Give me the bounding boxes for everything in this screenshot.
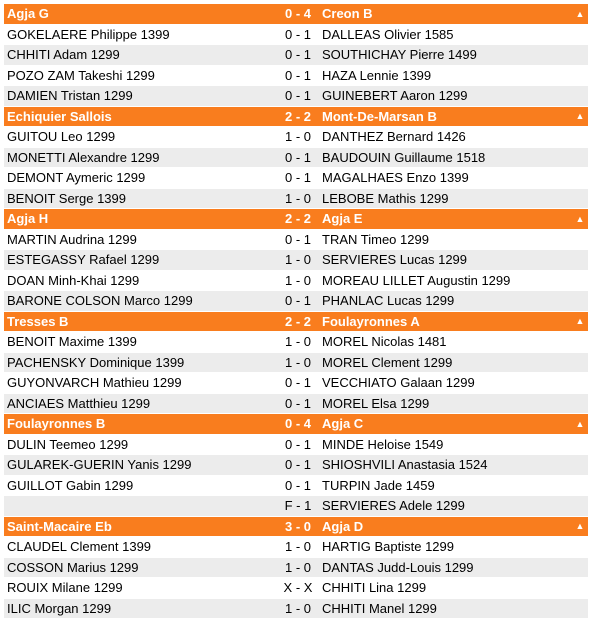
match-score: 2 - 2	[277, 314, 319, 329]
home-team[interactable]: Saint-Macaire Eb	[4, 519, 277, 534]
match-header[interactable]	[4, 312, 588, 333]
collapse-toggle-icon[interactable]: ▲	[572, 214, 588, 224]
white-player: POZO ZAM Takeshi 1299	[4, 68, 277, 83]
game-row	[4, 271, 588, 292]
game-result: 0 - 1	[277, 457, 319, 472]
game-result: 1 - 0	[277, 539, 319, 554]
match-score: 0 - 4	[277, 6, 319, 21]
black-player: MOREL Nicolas 1481	[319, 334, 572, 349]
white-player: MARTIN Audrina 1299	[4, 232, 277, 247]
white-player: DOAN Minh-Khai 1299	[4, 273, 277, 288]
game-row	[4, 353, 588, 374]
game-result: 1 - 0	[277, 273, 319, 288]
game-result: 1 - 0	[277, 334, 319, 349]
black-player: CHHITI Lina 1299	[319, 580, 572, 595]
white-player: CHHITI Adam 1299	[4, 47, 277, 62]
game-row	[4, 496, 588, 517]
game-result: 1 - 0	[277, 191, 319, 206]
black-player: MOREL Clement 1299	[319, 355, 572, 370]
black-player: DALLEAS Olivier 1585	[319, 27, 572, 42]
game-result: 1 - 0	[277, 129, 319, 144]
game-row	[4, 45, 588, 66]
black-player: TURPIN Jade 1459	[319, 478, 572, 493]
game-row	[4, 148, 588, 169]
game-result: 0 - 1	[277, 293, 319, 308]
black-player: DANTHEZ Bernard 1426	[319, 129, 572, 144]
black-player: BAUDOUIN Guillaume 1518	[319, 150, 572, 165]
game-result: 0 - 1	[277, 396, 319, 411]
game-row	[4, 578, 588, 599]
black-player: MOREL Elsa 1299	[319, 396, 572, 411]
black-player: GUINEBERT Aaron 1299	[319, 88, 572, 103]
game-row	[4, 250, 588, 271]
match-header[interactable]	[4, 209, 588, 230]
game-result: 1 - 0	[277, 252, 319, 267]
away-team[interactable]: Agja E	[319, 211, 572, 226]
black-player: MAGALHAES Enzo 1399	[319, 170, 572, 185]
home-team[interactable]: Echiquier Sallois	[4, 109, 277, 124]
away-team[interactable]: Mont-De-Marsan B	[319, 109, 572, 124]
game-row	[4, 168, 588, 189]
game-result: 0 - 1	[277, 150, 319, 165]
game-row	[4, 86, 588, 107]
game-row	[4, 373, 588, 394]
game-result: 1 - 0	[277, 560, 319, 575]
white-player: DULIN Teemeo 1299	[4, 437, 277, 452]
match-block	[4, 4, 588, 107]
game-result: 0 - 1	[277, 170, 319, 185]
game-row	[4, 291, 588, 312]
game-row	[4, 230, 588, 251]
game-row	[4, 127, 588, 148]
game-row	[4, 189, 588, 210]
home-team[interactable]: Tresses B	[4, 314, 277, 329]
collapse-toggle-icon[interactable]: ▲	[572, 316, 588, 326]
game-row	[4, 599, 588, 619]
black-player: SERVIERES Lucas 1299	[319, 252, 572, 267]
match-header[interactable]	[4, 414, 588, 435]
black-player: CHHITI Manel 1299	[319, 601, 572, 616]
black-player: HAZA Lennie 1399	[319, 68, 572, 83]
white-player: GULAREK-GUERIN Yanis 1299	[4, 457, 277, 472]
collapse-toggle-icon[interactable]: ▲	[572, 419, 588, 429]
game-row	[4, 476, 588, 497]
game-result: 0 - 1	[277, 437, 319, 452]
game-result: 0 - 1	[277, 232, 319, 247]
game-row	[4, 537, 588, 558]
game-result: 1 - 0	[277, 355, 319, 370]
home-team[interactable]: Foulayronnes B	[4, 416, 277, 431]
white-player: BARONE COLSON Marco 1299	[4, 293, 277, 308]
away-team[interactable]: Agja C	[319, 416, 572, 431]
white-player: DAMIEN Tristan 1299	[4, 88, 277, 103]
away-team[interactable]: Agja D	[319, 519, 572, 534]
black-player: SHIOSHVILI Anastasia 1524	[319, 457, 572, 472]
white-player: ANCIAES Matthieu 1299	[4, 396, 277, 411]
white-player: ROUIX Milane 1299	[4, 580, 277, 595]
white-player: ESTEGASSY Rafael 1299	[4, 252, 277, 267]
collapse-toggle-icon[interactable]: ▲	[572, 521, 588, 531]
white-player: CLAUDEL Clement 1399	[4, 539, 277, 554]
white-player: GUYONVARCH Mathieu 1299	[4, 375, 277, 390]
white-player: GUITOU Leo 1299	[4, 129, 277, 144]
black-player: MINDE Heloise 1549	[319, 437, 572, 452]
game-result: 0 - 1	[277, 47, 319, 62]
black-player: TRAN Timeo 1299	[319, 232, 572, 247]
game-result: F - 1	[277, 498, 319, 513]
game-result: 0 - 1	[277, 68, 319, 83]
black-player: MOREAU LILLET Augustin 1299	[319, 273, 572, 288]
match-header[interactable]	[4, 107, 588, 128]
game-result: 0 - 1	[277, 88, 319, 103]
away-team[interactable]: Creon B	[319, 6, 572, 21]
match-score: 0 - 4	[277, 416, 319, 431]
game-row	[4, 394, 588, 415]
match-header[interactable]	[4, 517, 588, 538]
white-player: MONETTI Alexandre 1299	[4, 150, 277, 165]
game-row	[4, 332, 588, 353]
black-player: VECCHIATO Galaan 1299	[319, 375, 572, 390]
black-player: PHANLAC Lucas 1299	[319, 293, 572, 308]
white-player: COSSON Marius 1299	[4, 560, 277, 575]
match-header[interactable]	[4, 4, 588, 25]
away-team[interactable]: Foulayronnes A	[319, 314, 572, 329]
game-row	[4, 558, 588, 579]
match-score: 2 - 2	[277, 109, 319, 124]
match-block	[4, 107, 588, 210]
game-result: 0 - 1	[277, 27, 319, 42]
game-row	[4, 455, 588, 476]
white-player: BENOIT Maxime 1399	[4, 334, 277, 349]
collapse-toggle-icon[interactable]: ▲	[572, 111, 588, 121]
white-player: GOKELAERE Philippe 1399	[4, 27, 277, 42]
game-result: 0 - 1	[277, 375, 319, 390]
game-row	[4, 25, 588, 46]
white-player: DEMONT Aymeric 1299	[4, 170, 277, 185]
match-block	[4, 517, 588, 619]
match-block	[4, 414, 588, 517]
match-score: 3 - 0	[277, 519, 319, 534]
game-row	[4, 66, 588, 87]
black-player: HARTIG Baptiste 1299	[319, 539, 572, 554]
white-player: PACHENSKY Dominique 1399	[4, 355, 277, 370]
home-team[interactable]: Agja H	[4, 211, 277, 226]
game-row	[4, 435, 588, 456]
game-result: 0 - 1	[277, 478, 319, 493]
home-team[interactable]: Agja G	[4, 6, 277, 21]
match-block	[4, 312, 588, 415]
white-player: GUILLOT Gabin 1299	[4, 478, 277, 493]
white-player: ILIC Morgan 1299	[4, 601, 277, 616]
match-block	[4, 209, 588, 312]
white-player: BENOIT Serge 1399	[4, 191, 277, 206]
black-player: SERVIERES Adele 1299	[319, 498, 572, 513]
results-table	[4, 4, 588, 619]
game-result: 1 - 0	[277, 601, 319, 616]
collapse-toggle-icon[interactable]: ▲	[572, 9, 588, 19]
black-player: LEBOBE Mathis 1299	[319, 191, 572, 206]
match-score: 2 - 2	[277, 211, 319, 226]
black-player: DANTAS Judd-Louis 1299	[319, 560, 572, 575]
black-player: SOUTHICHAY Pierre 1499	[319, 47, 572, 62]
game-result: X - X	[277, 580, 319, 595]
